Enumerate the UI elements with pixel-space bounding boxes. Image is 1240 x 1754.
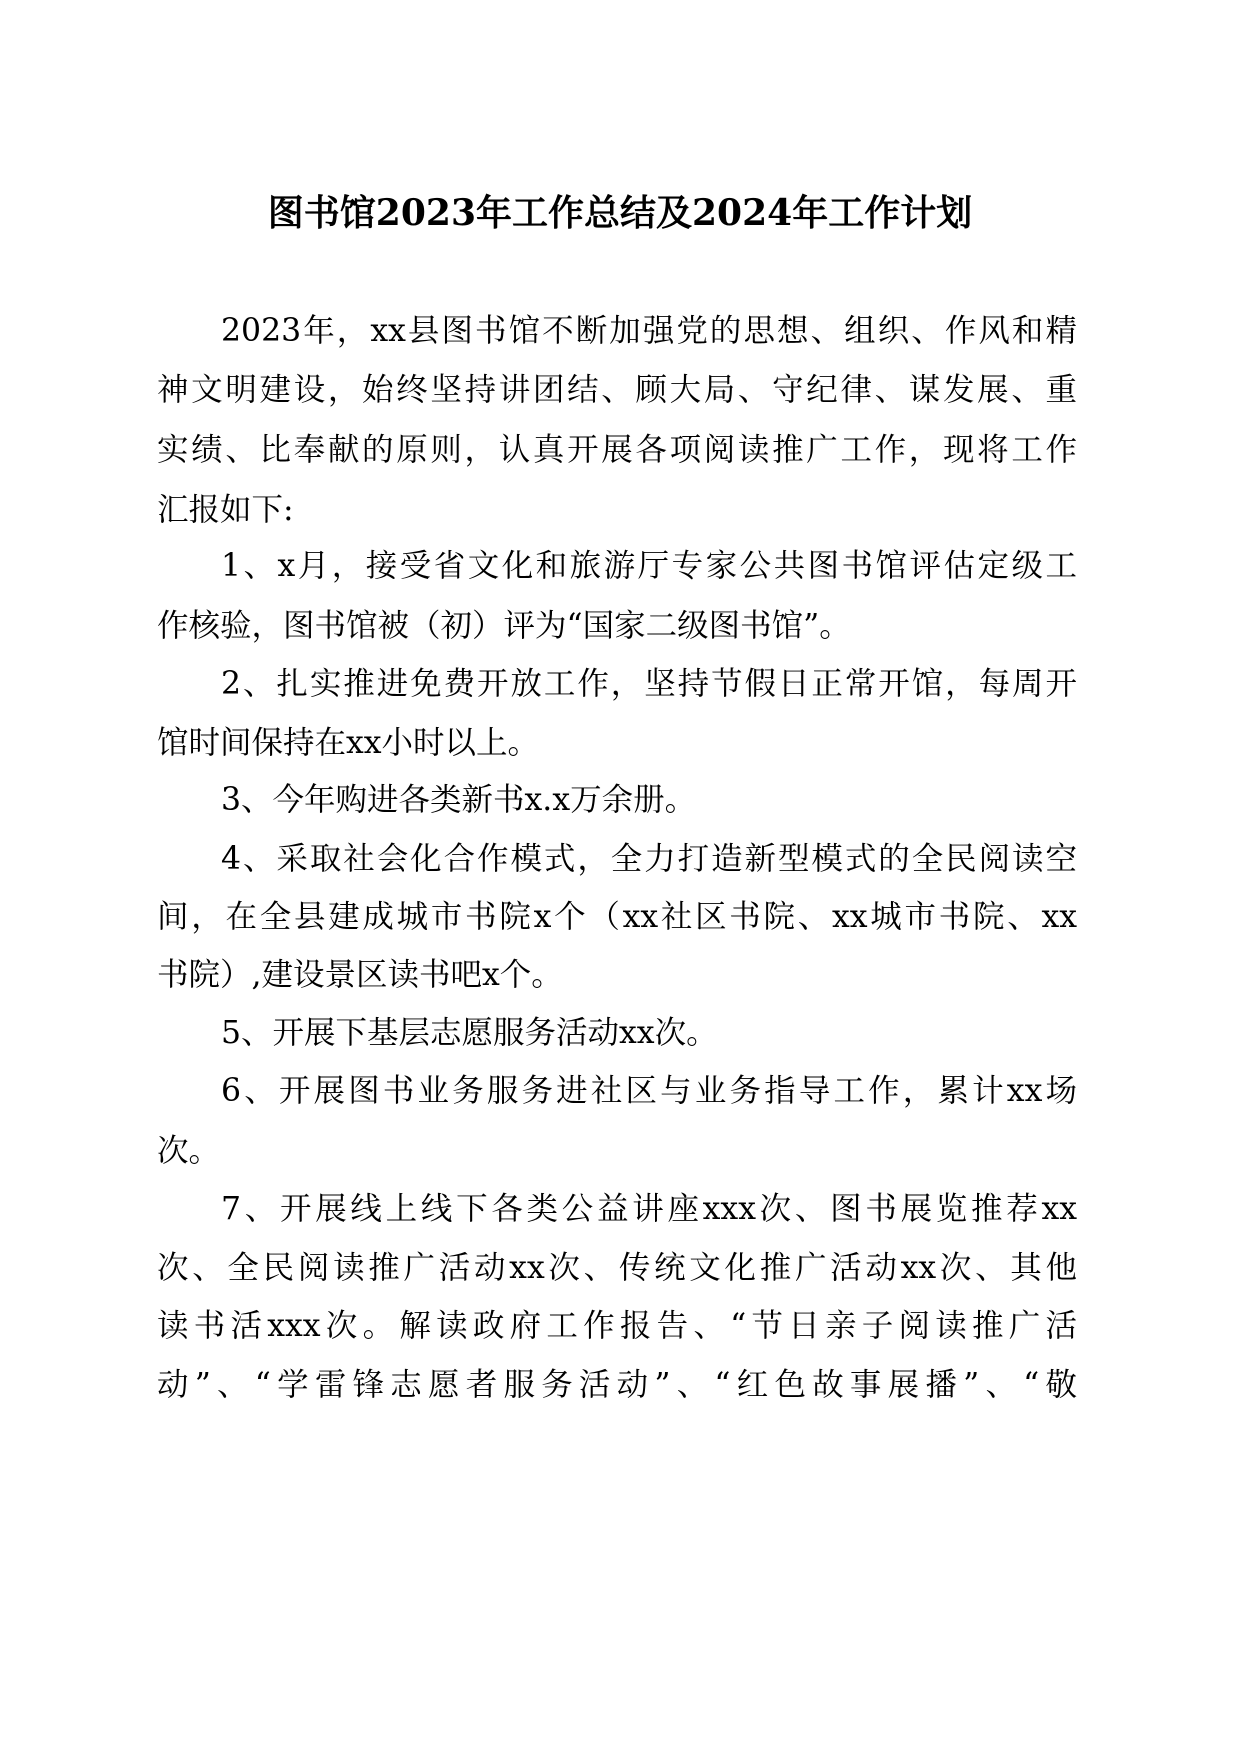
- paragraph-line: 次。: [157, 1133, 221, 1169]
- paragraph-line: 书院）,建设景区读书吧x个。: [157, 957, 563, 993]
- paragraph-line: 6、开展图书业务服务进社区与业务指导工作，累计xx场: [221, 1073, 1077, 1109]
- document-title: 图书馆2023年工作总结及2024年工作计划: [267, 192, 973, 234]
- paragraph-line: 动”、“学雷锋志愿者服务活动”、“红色故事展播”、“敬: [157, 1367, 1077, 1403]
- paragraph-line: 作核验，图书馆被（初）评为“国家二级图书馆”。: [157, 608, 851, 644]
- paragraph-line: 2023年，xx县图书馆不断加强党的思想、组织、作风和精: [221, 313, 1077, 349]
- paragraph-line: 间，在全县建成城市书院x个（xx社区书院、xx城市书院、xx: [157, 899, 1077, 935]
- paragraph-line: 2、扎实推进免费开放工作，坚持节假日正常开馆，每周开: [221, 666, 1077, 702]
- paragraph-line: 馆时间保持在xx小时以上。: [157, 725, 540, 761]
- paragraph-line: 读书活xxx次。解读政府工作报告、“节日亲子阅读推广活: [157, 1308, 1077, 1344]
- paragraph-line: 神文明建设，始终坚持讲团结、顾大局、守纪律、谋发展、重: [157, 372, 1077, 408]
- paragraph-line: 5、开展下基层志愿服务活动xx次。: [221, 1015, 718, 1051]
- paragraph-line: 1、x月，接受省文化和旅游厅专家公共图书馆评估定级工: [221, 548, 1077, 584]
- paragraph-line: 7、开展线上线下各类公益讲座xxx次、图书展览推荐xx: [221, 1191, 1077, 1227]
- paragraph-line: 实绩、比奉献的原则，认真开展各项阅读推广工作，现将工作: [157, 432, 1077, 468]
- paragraph-line: 4、采取社会化合作模式，全力打造新型模式的全民阅读空: [221, 841, 1077, 877]
- paragraph-line: 3、今年购进各类新书x.x万余册。: [221, 782, 697, 818]
- paragraph-line: 次、全民阅读推广活动xx次、传统文化推广活动xx次、其他: [157, 1250, 1077, 1286]
- paragraph-line: 汇报如下:: [157, 492, 294, 528]
